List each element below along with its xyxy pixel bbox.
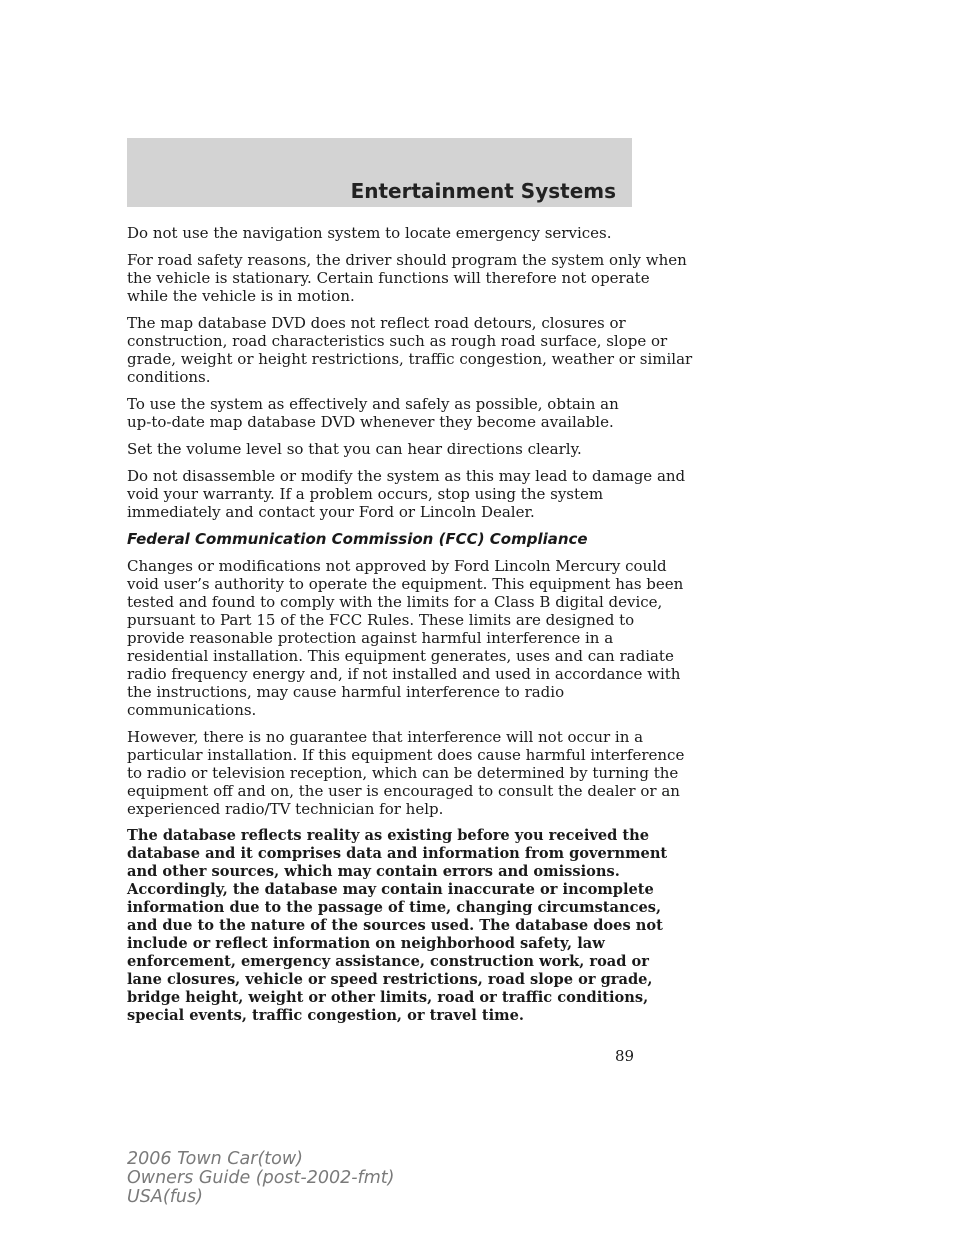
database-notice [127, 827, 668, 1025]
text-line: residential installation. This equipment generates, uses and can radiate [127, 647, 674, 665]
paragraph-road-safety [127, 251, 687, 305]
text-line: up-to-date map database DVD whenever they become available. [127, 413, 614, 431]
text-line: construction, road characteristics such as rough road surface, slope or [127, 332, 668, 350]
paragraph-fcc-interference [127, 728, 685, 818]
text-line: include or reflect information on neighborhood safety, law [127, 935, 605, 952]
text-line: information due to the passage of time, changing circumstances, [127, 899, 662, 916]
text-line: communications. [127, 701, 257, 719]
footer-market-code: (fus) [162, 1187, 203, 1207]
footer-market: USA [127, 1187, 163, 1207]
text-line: However, there is no guarantee that interference will not occur in a [127, 728, 644, 746]
text-line: enforcement, emergency assistance, construction work, road or [127, 953, 649, 970]
text-line: particular installation. If this equipment does cause harmful interference [127, 746, 685, 764]
text-line: bridge height, weight or other limits, road or traffic conditions, [127, 989, 649, 1006]
footer-model: 2006 Town Car [127, 1149, 258, 1169]
text-line: conditions. [127, 368, 211, 386]
paragraph-volume [127, 440, 633, 458]
footer-line-market [127, 1188, 394, 1207]
text-line: and due to the nature of the sources used. The database does not [127, 917, 663, 934]
text-line: the instructions, may cause harmful interference to radio [127, 683, 565, 701]
footer-line-model [127, 1150, 394, 1169]
text-line: to radio or television reception, which can be determined by turning the [127, 764, 679, 782]
text-line: Changes or modifications not approved by Ford Lincoln Mercury could [127, 557, 667, 575]
page-content [127, 224, 693, 1034]
text-line: Accordingly, the database may contain inaccurate or incomplete [127, 881, 654, 898]
text-line: special events, traffic congestion, or travel time. [127, 1007, 524, 1024]
footer-guide: Owners Guide (post-2002-fmt) [127, 1168, 395, 1188]
text-line: the vehicle is stationary. Certain functions will therefore not operate [127, 269, 650, 287]
document-footer [127, 1150, 394, 1207]
text-line: database and it comprises data and information from government [127, 845, 668, 862]
text-line: immediately and contact your Ford or Lincoln Dealer. [127, 503, 535, 521]
paragraph-disassemble [127, 467, 686, 521]
paragraph-up-to-date [127, 395, 633, 431]
paragraph-emergency [127, 224, 633, 242]
page-number: 89 [615, 1047, 635, 1065]
footer-line-guide [127, 1169, 394, 1188]
section-header-band [127, 138, 632, 207]
text-line: provide reasonable protection against harmful interference in a [127, 629, 614, 647]
text-line: void user’s authority to operate the equipment. This equipment has been [127, 575, 684, 593]
text-line: equipment off and on, the user is encouraged to consult the dealer or an [127, 782, 680, 800]
fcc-heading: Federal Communication Commission (FCC) Compliance [127, 530, 588, 548]
text-line: The map database DVD does not reflect road detours, closures or [127, 314, 626, 332]
paragraph-map-database [127, 314, 693, 386]
section-title: Entertainment Systems [350, 179, 616, 203]
text-line: lane closures, vehicle or speed restrictions, road slope or grade, [127, 971, 653, 988]
text-line: Set the volume level so that you can hear directions clearly. [127, 440, 582, 458]
text-line: grade, weight or height restrictions, traffic congestion, weather or similar [127, 350, 693, 368]
text-line: experienced radio/TV technician for help. [127, 800, 444, 818]
text-line: while the vehicle is in motion. [127, 287, 355, 305]
text-line: Do not disassemble or modify the system as this may lead to damage and [127, 467, 686, 485]
text-line: For road safety reasons, the driver should program the system only when [127, 251, 687, 269]
text-line: void your warranty. If a problem occurs, stop using the system [127, 485, 604, 503]
text-line: tested and found to comply with the limits for a Class B digital device, [127, 593, 663, 611]
text-line: pursuant to Part 15 of the FCC Rules. These limits are designed to [127, 611, 635, 629]
paragraph-fcc-changes [127, 557, 684, 719]
text-line: The database reflects reality as existing before you received the [127, 827, 650, 844]
footer-model-code: (tow) [257, 1149, 303, 1169]
text-line: To use the system as effectively and safely as possible, obtain an [127, 395, 619, 413]
text-line: Do not use the navigation system to locate emergency services. [127, 224, 612, 242]
text-line: radio frequency energy and, if not installed and used in accordance with [127, 665, 681, 683]
text-line: and other sources, which may contain errors and omissions. [127, 863, 620, 880]
